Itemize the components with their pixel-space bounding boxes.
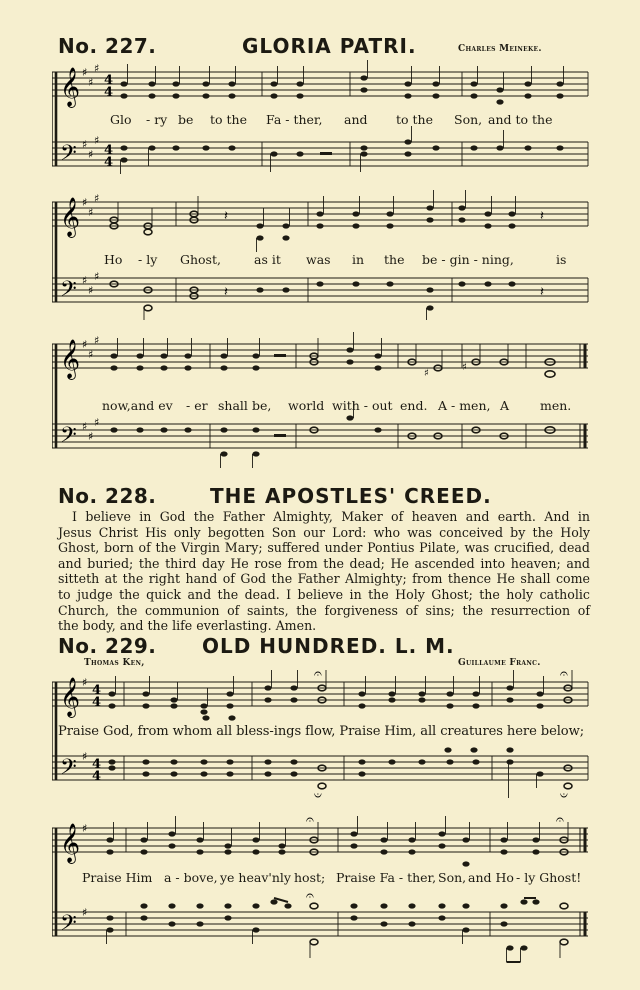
svg-text:4: 4 xyxy=(104,143,114,158)
svg-text:♯: ♯ xyxy=(82,420,88,433)
hymn-title: THE APOSTLES' CREED. xyxy=(210,484,492,508)
svg-text:♯: ♯ xyxy=(88,348,94,361)
creed-text xyxy=(58,509,590,634)
svg-text:♯: ♯ xyxy=(94,192,100,205)
svg-text:𝄐: 𝄐 xyxy=(306,812,314,828)
hymn-title: OLD HUNDRED. L. M. xyxy=(202,634,455,658)
svg-text:♯: ♯ xyxy=(88,206,94,219)
svg-text:♯: ♯ xyxy=(82,750,88,763)
svg-text:♯: ♯ xyxy=(82,676,88,689)
bass-clef-icon: 𝄢 xyxy=(60,423,77,453)
svg-text:♯: ♯ xyxy=(82,822,88,835)
creed-line: I believe in God the Father Almighty, Maker of heaven and earth. And in xyxy=(72,509,590,524)
svg-text:4: 4 xyxy=(92,695,102,710)
bass-clef-icon: 𝄢 xyxy=(60,911,77,941)
svg-text:4: 4 xyxy=(92,683,102,698)
svg-text:♯: ♯ xyxy=(82,906,88,919)
svg-text:4: 4 xyxy=(104,155,114,170)
creed-line: and buried; the third day He rose from the dead; He ascended into heaven; and xyxy=(58,555,590,571)
svg-text:𝄽: 𝄽 xyxy=(224,209,228,224)
note-stems xyxy=(107,816,569,962)
creed-line: to judge the quick and the dead. I believe in the Holy Ghost; the holy catholic xyxy=(58,586,590,602)
svg-text:♯: ♯ xyxy=(94,416,100,429)
svg-text:𝄑: 𝄑 xyxy=(314,788,322,802)
hymn-author: Thomas Ken, xyxy=(84,658,145,668)
svg-text:♯: ♯ xyxy=(94,270,100,283)
svg-text:𝄽: 𝄽 xyxy=(540,209,544,224)
svg-text:♯: ♯ xyxy=(94,62,100,75)
svg-text:𝄽: 𝄽 xyxy=(540,285,544,300)
accidentals xyxy=(424,362,467,379)
hymn-title: GLORIA PATRI. xyxy=(242,34,417,58)
key-signature xyxy=(82,62,99,161)
svg-text:♯: ♯ xyxy=(82,66,88,79)
creed-line: Ghost, born of the Virgin Mary; suffered under Pontius Pilate, was crucified, dead xyxy=(58,540,590,556)
svg-text:𝄐: 𝄐 xyxy=(556,812,564,828)
svg-text:♯: ♯ xyxy=(88,76,94,89)
svg-text:♯: ♯ xyxy=(94,334,100,347)
half-notes xyxy=(310,837,568,945)
svg-text:♯: ♯ xyxy=(82,338,88,351)
svg-text:♯: ♯ xyxy=(88,430,94,443)
treble-clef-icon: 𝄞 xyxy=(60,823,81,863)
svg-text:𝄽: 𝄽 xyxy=(224,285,228,300)
creed-line: sitteth at the right hand of God the Father Almighty; from thence He shall come xyxy=(58,571,590,587)
hymn-composer: Charles Meineke. xyxy=(458,44,542,54)
svg-text:𝄑: 𝄑 xyxy=(560,788,568,802)
hymn-number: No. 228. xyxy=(58,484,157,508)
treble-clef-icon: 𝄞 xyxy=(60,197,81,237)
fermata-marks xyxy=(306,812,564,904)
hymn-composer: Guillaume Franc. xyxy=(458,658,541,668)
svg-text:♯: ♯ xyxy=(88,284,94,297)
treble-clef-icon: 𝄞 xyxy=(60,677,81,717)
svg-text:4: 4 xyxy=(92,769,102,784)
half-notes xyxy=(310,353,555,439)
svg-text:♯: ♯ xyxy=(82,274,88,287)
creed-line: Church, the communion of saints, the forgiveness of sins; the resurrection of xyxy=(58,602,590,618)
bass-clef-icon: 𝄢 xyxy=(60,277,77,307)
hymnal-page: No. 227. GLORIA PATRI. Charles Meineke. 𝄞 𝄢 ♯ ♯ ♯ ♯ ♯ ♯ 4 4 4 4 Glo - ry be to the Fa - ther, and to the Son, and to the 𝄞 𝄢 ♯ ♯ ♯ ♯ ♯ ♯ 𝄽 𝄽 𝄽 𝄽 Ho - ly Ghost, as it was in the be - gin - ning, is 𝄞 𝄢 ♯ ♯ ♯ ♯ ♯ ♯ ♯ ♯ now,and ev - er shall be, world with - out end. A - men, A men. No. 228. THE APOSTLES' CREED. I believe in God the Father Almighty, Maker of heaven and earth. And in Jesus Christ His only begotten Son our Lord: who was conceived by the Holy Ghost, born of the Virgin Mary; suffered under Pontius Pilate, was crucified, dead and buried; the third day He rose from the dead; He ascended into heaven; and sitteth at the right hand of God the Father Almighty; from thence He shall come to judge the quick and the dead. I believe in the Holy Ghost; the holy catholic Church, the communion of saints, the forgiveness of sins; the resurrection of the body, and the life everlasting. Amen. No. 229. OLD HUNDRED. L. M. Thomas Ken, Guillaume Franc. 𝄞 𝄢 ♯ ♯ 4 4 4 4 𝄐 𝄐 𝄑 𝄑 Praise God, from whom all bless-ings flow, Praise Him, all creatures here below; 𝄞 𝄢 ♯ ♯ 𝄐 𝄐 𝄐 Praise Him a - bove, ye heav'nly host; Praise Fa - ther, Son, and Ho - ly Ghost! xyxy=(0,0,640,990)
treble-clef-icon: 𝄞 xyxy=(60,339,81,379)
hymn-number: No. 229. xyxy=(58,634,157,658)
creed-line: the body, and the life everlasting. Amen. xyxy=(58,618,317,634)
notes xyxy=(106,831,539,950)
svg-text:4: 4 xyxy=(104,73,114,88)
bass-clef-icon: 𝄢 xyxy=(60,755,77,785)
svg-text:𝄐: 𝄐 xyxy=(560,666,568,682)
music-system xyxy=(52,812,590,968)
svg-text:4: 4 xyxy=(104,85,114,100)
treble-clef-icon: 𝄞 xyxy=(60,67,81,107)
hymn-number: No. 227. xyxy=(58,34,157,58)
svg-text:♯: ♯ xyxy=(82,138,88,151)
svg-text:♯: ♯ xyxy=(462,362,467,373)
svg-text:𝄐: 𝄐 xyxy=(306,888,314,904)
svg-text:4: 4 xyxy=(92,757,102,772)
bass-clef-icon: 𝄢 xyxy=(60,141,77,171)
key-signature xyxy=(82,676,87,763)
creed-line: Jesus Christ His only begotten Son our Lord: who was conceived by the Holy xyxy=(58,524,590,540)
svg-text:𝄐: 𝄐 xyxy=(314,666,322,682)
svg-text:♯: ♯ xyxy=(82,196,88,209)
svg-text:♯: ♯ xyxy=(424,368,429,379)
svg-text:♯: ♯ xyxy=(94,134,100,147)
svg-text:♯: ♯ xyxy=(88,148,94,161)
